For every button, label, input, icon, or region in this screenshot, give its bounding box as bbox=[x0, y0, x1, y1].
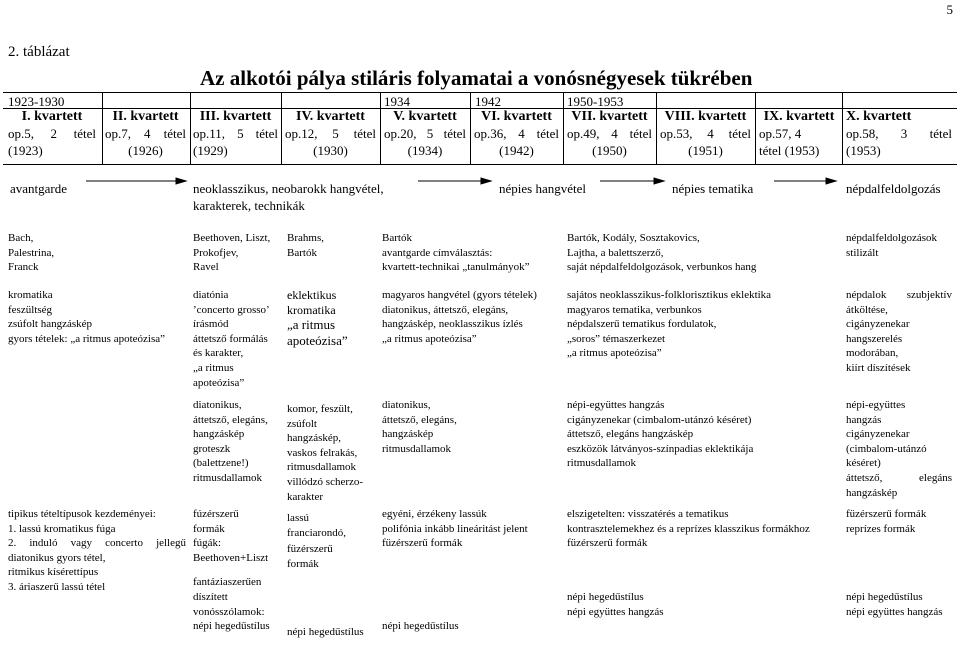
cell-line: eszközök látványos-színpadias eklektikája bbox=[567, 442, 754, 455]
cell-line: gyors tételek: „a ritmus apoteózisa” bbox=[8, 332, 165, 345]
harmony-cell bbox=[287, 288, 377, 349]
cell-line bbox=[382, 551, 562, 566]
sound-cell bbox=[193, 398, 281, 486]
arrow-head bbox=[481, 178, 491, 184]
cell-line: diatonikus, áttetsző, elegáns, bbox=[382, 303, 509, 316]
cell-line: kromatika bbox=[287, 302, 336, 317]
cell-line: sajátos neoklasszikus-folklorisztikus eklektika bbox=[567, 289, 772, 301]
cell-line: polifónia inkább lineáritást jelent bbox=[382, 522, 528, 535]
cell-line bbox=[287, 572, 377, 587]
cell-line: stilizált bbox=[846, 246, 879, 259]
cell-line: népdalfeldolgozások bbox=[846, 232, 938, 244]
style-avantgarde: avantgarde bbox=[10, 181, 68, 196]
cell-line: átköltése, bbox=[846, 303, 888, 316]
cell-line: reprízes formák bbox=[846, 522, 916, 535]
cell-line: áttetsző, elegáns bbox=[846, 471, 952, 484]
cell-line: feszültség bbox=[8, 303, 52, 316]
cell-line: komor, feszült, bbox=[287, 403, 353, 415]
cell-line: karakter bbox=[287, 490, 324, 503]
cell-line: és karakter, bbox=[193, 347, 244, 360]
cell-line: hangszerelés bbox=[846, 332, 903, 345]
style-folk-thematics: népies tematika bbox=[672, 181, 754, 196]
cell-line: cigányzenekar (cimbalom-utánzó késéret) bbox=[567, 413, 752, 426]
cell-line: népi együttes hangzás bbox=[846, 605, 943, 618]
cell-line: (cimbalom-utánzó bbox=[846, 442, 927, 455]
cell-line: cigányzenekar bbox=[846, 428, 910, 441]
cell-line: Palestrina, bbox=[8, 246, 55, 259]
cell-line: népi hegedűstílus bbox=[287, 626, 364, 639]
harmony-cell bbox=[8, 288, 188, 346]
cell-line bbox=[846, 580, 956, 590]
cell-line: ritmikus kísérettípus bbox=[8, 566, 99, 579]
influences-cell bbox=[567, 231, 837, 275]
quartet-year: (1926) bbox=[128, 143, 163, 158]
cell-line: formák bbox=[287, 557, 319, 570]
forms-cell bbox=[567, 507, 837, 619]
forms-cell bbox=[382, 507, 562, 634]
quartet-year: (1951) bbox=[688, 143, 723, 158]
cell-line: „a ritmus apoteózisa” bbox=[382, 332, 477, 345]
cell-line bbox=[846, 551, 956, 566]
cell-line: áttetsző formálás bbox=[193, 332, 268, 345]
arrow-head bbox=[654, 178, 664, 184]
cell-line bbox=[382, 580, 562, 595]
style-neoclassical-line: karakterek, technikák bbox=[193, 198, 305, 213]
influences-cell bbox=[193, 231, 281, 275]
style-folksong-arrangement: népdalfeldolgozás bbox=[846, 181, 941, 196]
quartet-year: (1934) bbox=[407, 143, 443, 158]
cell-line bbox=[382, 609, 562, 619]
cell-line: tipikus tételtípusok kezdeményei: bbox=[8, 508, 156, 520]
cell-line: diatonikus, bbox=[382, 399, 431, 411]
cell-line: kromatika bbox=[8, 289, 53, 301]
cell-line: zsúfolt hangzáskép bbox=[8, 318, 92, 331]
quartet-name: X. kvartett bbox=[846, 109, 912, 124]
cell-line: eklektikus bbox=[287, 288, 337, 302]
harmony-cell bbox=[382, 288, 562, 346]
cell-line bbox=[287, 587, 377, 602]
cell-line bbox=[846, 536, 956, 551]
cell-line: 2. induló vagy concerto jellegű bbox=[8, 537, 186, 550]
cell-line: Bartók bbox=[382, 232, 412, 244]
cell-line: füzérszerű bbox=[287, 542, 333, 555]
cell-line: Ravel bbox=[193, 261, 219, 274]
cell-line: zsúfolt bbox=[287, 417, 317, 430]
cell-line: 3. áriaszerű lassú tétel bbox=[8, 580, 106, 593]
cell-line: hangzáskép, bbox=[287, 432, 342, 445]
cell-line: írásmód bbox=[193, 318, 229, 331]
cell-line: cigányzenekar bbox=[846, 318, 910, 331]
forms-cell bbox=[193, 507, 281, 634]
influences-cell bbox=[287, 231, 377, 260]
cell-line: saját népdalfeldolgozások, verbunkos hang bbox=[567, 261, 757, 274]
quartet-opus: op.7, 4 tétel bbox=[105, 126, 186, 141]
quartet-opus: op.20, 5 tétel bbox=[384, 126, 466, 141]
year-range: 1942 bbox=[475, 94, 501, 109]
cell-line: formák bbox=[193, 522, 225, 535]
cell-line bbox=[382, 595, 562, 610]
quartet-year: (1953) bbox=[846, 143, 881, 158]
cell-line: ritmusdallamok bbox=[287, 461, 357, 474]
quartet-opus: op.36, 4 tétel bbox=[474, 126, 559, 141]
cell-line: „soros” témaszerkezet bbox=[567, 332, 666, 345]
quartet-year: (1942) bbox=[499, 143, 534, 158]
cell-line: kvartett-technikai „tanulmányok” bbox=[382, 261, 530, 274]
harmony-cell bbox=[846, 288, 952, 376]
quartet-opus: op.12, 5 tétel bbox=[285, 126, 376, 141]
cell-line: népdalok szubjektív bbox=[846, 289, 952, 301]
forms-cell bbox=[287, 511, 377, 640]
cell-line: kontrasztelemekhez és a reprízes klasszikus formákhoz bbox=[567, 522, 810, 535]
cell-line: Bartók bbox=[287, 246, 317, 259]
cell-line: népi együttes hangzás bbox=[567, 605, 664, 618]
cell-line: füzérszerű formák bbox=[567, 537, 648, 550]
forms-cell bbox=[846, 507, 956, 619]
year-range: 1950-1953 bbox=[567, 94, 624, 109]
quartet-name: VI. kvartett bbox=[481, 109, 552, 124]
cell-line: franciarondó, bbox=[287, 527, 346, 540]
quartet-name: I. kvartett bbox=[21, 109, 83, 124]
cell-line: ritmusdallamok bbox=[193, 471, 263, 484]
quartet-opus: op.11, 5 tétel bbox=[193, 126, 278, 141]
cell-line: diatonikus gyors tétel, bbox=[8, 551, 106, 564]
cell-line: Prokofjev, bbox=[193, 246, 239, 259]
cell-line: fantáziaszerűen bbox=[193, 576, 262, 589]
style-neoclassical-line: neoklasszikus, neobarokk hangvétel, bbox=[193, 181, 384, 196]
influences-cell bbox=[382, 231, 562, 275]
cell-line: apoteózisa” bbox=[287, 333, 348, 349]
cell-line: villódzó scherzo- bbox=[287, 475, 364, 488]
quartet-year: (1930) bbox=[313, 143, 348, 158]
cell-line: fúzérszerű bbox=[193, 508, 239, 520]
cell-line: vonósszólamok: bbox=[193, 605, 265, 618]
cell-line: füzérszerű formák bbox=[846, 508, 927, 520]
quartet-year: (1929) bbox=[193, 143, 228, 158]
cell-line bbox=[193, 565, 281, 575]
quartet-opus: op.49, 4 tétel bbox=[567, 126, 652, 141]
table-label: 2. táblázat bbox=[8, 44, 70, 60]
cell-line: magyaros tematika, verbunkos bbox=[567, 303, 702, 316]
cell-line: népi-együttes hangzás bbox=[567, 399, 665, 411]
quartet-name: IX. kvartett bbox=[763, 109, 835, 124]
cell-line: Bach, bbox=[8, 232, 34, 244]
sound-cell bbox=[846, 398, 952, 500]
cell-line: „a ritmus bbox=[193, 361, 234, 374]
cell-line: népi hegedűstílus bbox=[193, 620, 270, 633]
cell-line: diatónia bbox=[193, 289, 229, 301]
quartet-year: tétel (1953) bbox=[759, 143, 820, 158]
quartet-name: VII. kvartett bbox=[571, 109, 648, 124]
cell-line bbox=[567, 580, 837, 590]
quartet-name: V. kvartett bbox=[393, 109, 457, 124]
cell-line: késéret) bbox=[846, 457, 881, 470]
cell-line: Beethoven+Liszt bbox=[193, 551, 269, 564]
cell-line: hangzáskép bbox=[193, 428, 245, 441]
harmony-cell bbox=[193, 288, 281, 390]
quartet-opus: op.57, 4 bbox=[759, 126, 802, 141]
cell-line: áttetsző, elegáns hangzáskép bbox=[567, 428, 694, 441]
cell-line: fúgák: bbox=[193, 537, 222, 550]
cell-line: ’concerto grosso’ bbox=[193, 303, 270, 316]
cell-line: ritmusdallamok bbox=[382, 442, 452, 455]
influences-cell bbox=[846, 231, 952, 260]
quartet-opus: op.53, 4 tétel bbox=[660, 126, 751, 141]
cell-line bbox=[846, 565, 956, 580]
cell-line: hangzás bbox=[846, 413, 882, 426]
quartet-year: (1950) bbox=[592, 143, 627, 158]
cell-line: díszített bbox=[193, 590, 228, 603]
cell-line: elszigetelten: visszatérés a tematikus bbox=[567, 508, 729, 520]
cell-line: 1. lassú kromatikus fúga bbox=[8, 522, 116, 535]
cell-line: népdalszerű tematikus fordulatok, bbox=[567, 318, 717, 331]
cell-line: füzérszerű formák bbox=[382, 537, 463, 550]
cell-line: Franck bbox=[8, 261, 39, 274]
cell-line: népi hegedűstílus bbox=[846, 590, 923, 603]
cell-line: népi hegedűstílus bbox=[382, 620, 459, 633]
year-range: 1923-1930 bbox=[8, 94, 65, 109]
cell-line: népi hegedűstílus bbox=[567, 590, 644, 603]
cell-line: hangzáskép, neoklasszikus ízlés bbox=[382, 318, 523, 331]
quartet-name: III. kvartett bbox=[199, 109, 272, 124]
cell-line: Lajtha, a balettszerző, bbox=[567, 246, 664, 259]
cell-line bbox=[567, 565, 837, 580]
quartet-opus: op.5, 2 tétel bbox=[8, 126, 96, 141]
forms-cell bbox=[8, 507, 186, 595]
cell-line: kiírt díszítések bbox=[846, 361, 911, 374]
table-title: Az alkotói pálya stiláris folyamatai a vonósnégyesek tükrében bbox=[200, 66, 753, 90]
cell-line: modorában, bbox=[846, 347, 899, 360]
cell-line: vaskos felrakás, bbox=[287, 446, 358, 459]
cell-line bbox=[382, 565, 562, 580]
cell-line: apoteózisa” bbox=[193, 376, 245, 389]
arrow-head bbox=[176, 178, 186, 184]
cell-line: magyaros hangvétel (gyors tételek) bbox=[382, 289, 537, 301]
cell-line: áttetsző, elegáns, bbox=[193, 413, 268, 426]
cell-line: Brahms, bbox=[287, 232, 324, 244]
cell-line: „a ritmus bbox=[287, 317, 336, 333]
cell-line: hangzáskép bbox=[846, 486, 898, 499]
quartet-year: (1923) bbox=[8, 143, 43, 158]
cell-line bbox=[287, 603, 377, 618]
arrow-head bbox=[826, 178, 836, 184]
harmony-cell bbox=[567, 288, 837, 361]
page-number: 5 bbox=[946, 2, 953, 17]
sound-cell bbox=[287, 402, 377, 504]
cell-line: „a ritmus apoteózisa” bbox=[567, 347, 662, 360]
cell-line: áttetsző, elegáns, bbox=[382, 413, 457, 426]
cell-line: groteszk bbox=[193, 442, 231, 455]
cell-line: hangzáskép bbox=[382, 428, 434, 441]
cell-line: lassú bbox=[287, 512, 309, 524]
cell-line bbox=[567, 551, 837, 566]
quartet-name: II. kvartett bbox=[112, 109, 179, 124]
sound-cell bbox=[382, 398, 562, 456]
year-range: 1934 bbox=[384, 94, 410, 109]
quartet-opus: op.58, 3 tétel bbox=[846, 126, 952, 141]
influences-cell bbox=[8, 231, 178, 275]
cell-line: avantgarde címválasztás: bbox=[382, 246, 493, 259]
cell-line: Beethoven, Liszt, bbox=[193, 232, 271, 244]
cell-line bbox=[287, 618, 377, 625]
cell-line: diatonikus, bbox=[193, 399, 242, 411]
cell-line: egyéni, érzékeny lassúk bbox=[382, 508, 487, 520]
cell-line: népi-együttes bbox=[846, 399, 906, 411]
cell-line: (balettzene!) bbox=[193, 457, 249, 470]
sound-cell bbox=[567, 398, 837, 471]
quartet-name: VIII. kvartett bbox=[664, 109, 747, 124]
cell-line: Bartók, Kodály, Sosztakovics, bbox=[567, 232, 700, 244]
style-folk-tone: népies hangvétel bbox=[499, 181, 586, 196]
cell-line: ritmusdallamok bbox=[567, 457, 637, 470]
quartet-name: IV. kvartett bbox=[296, 109, 365, 124]
